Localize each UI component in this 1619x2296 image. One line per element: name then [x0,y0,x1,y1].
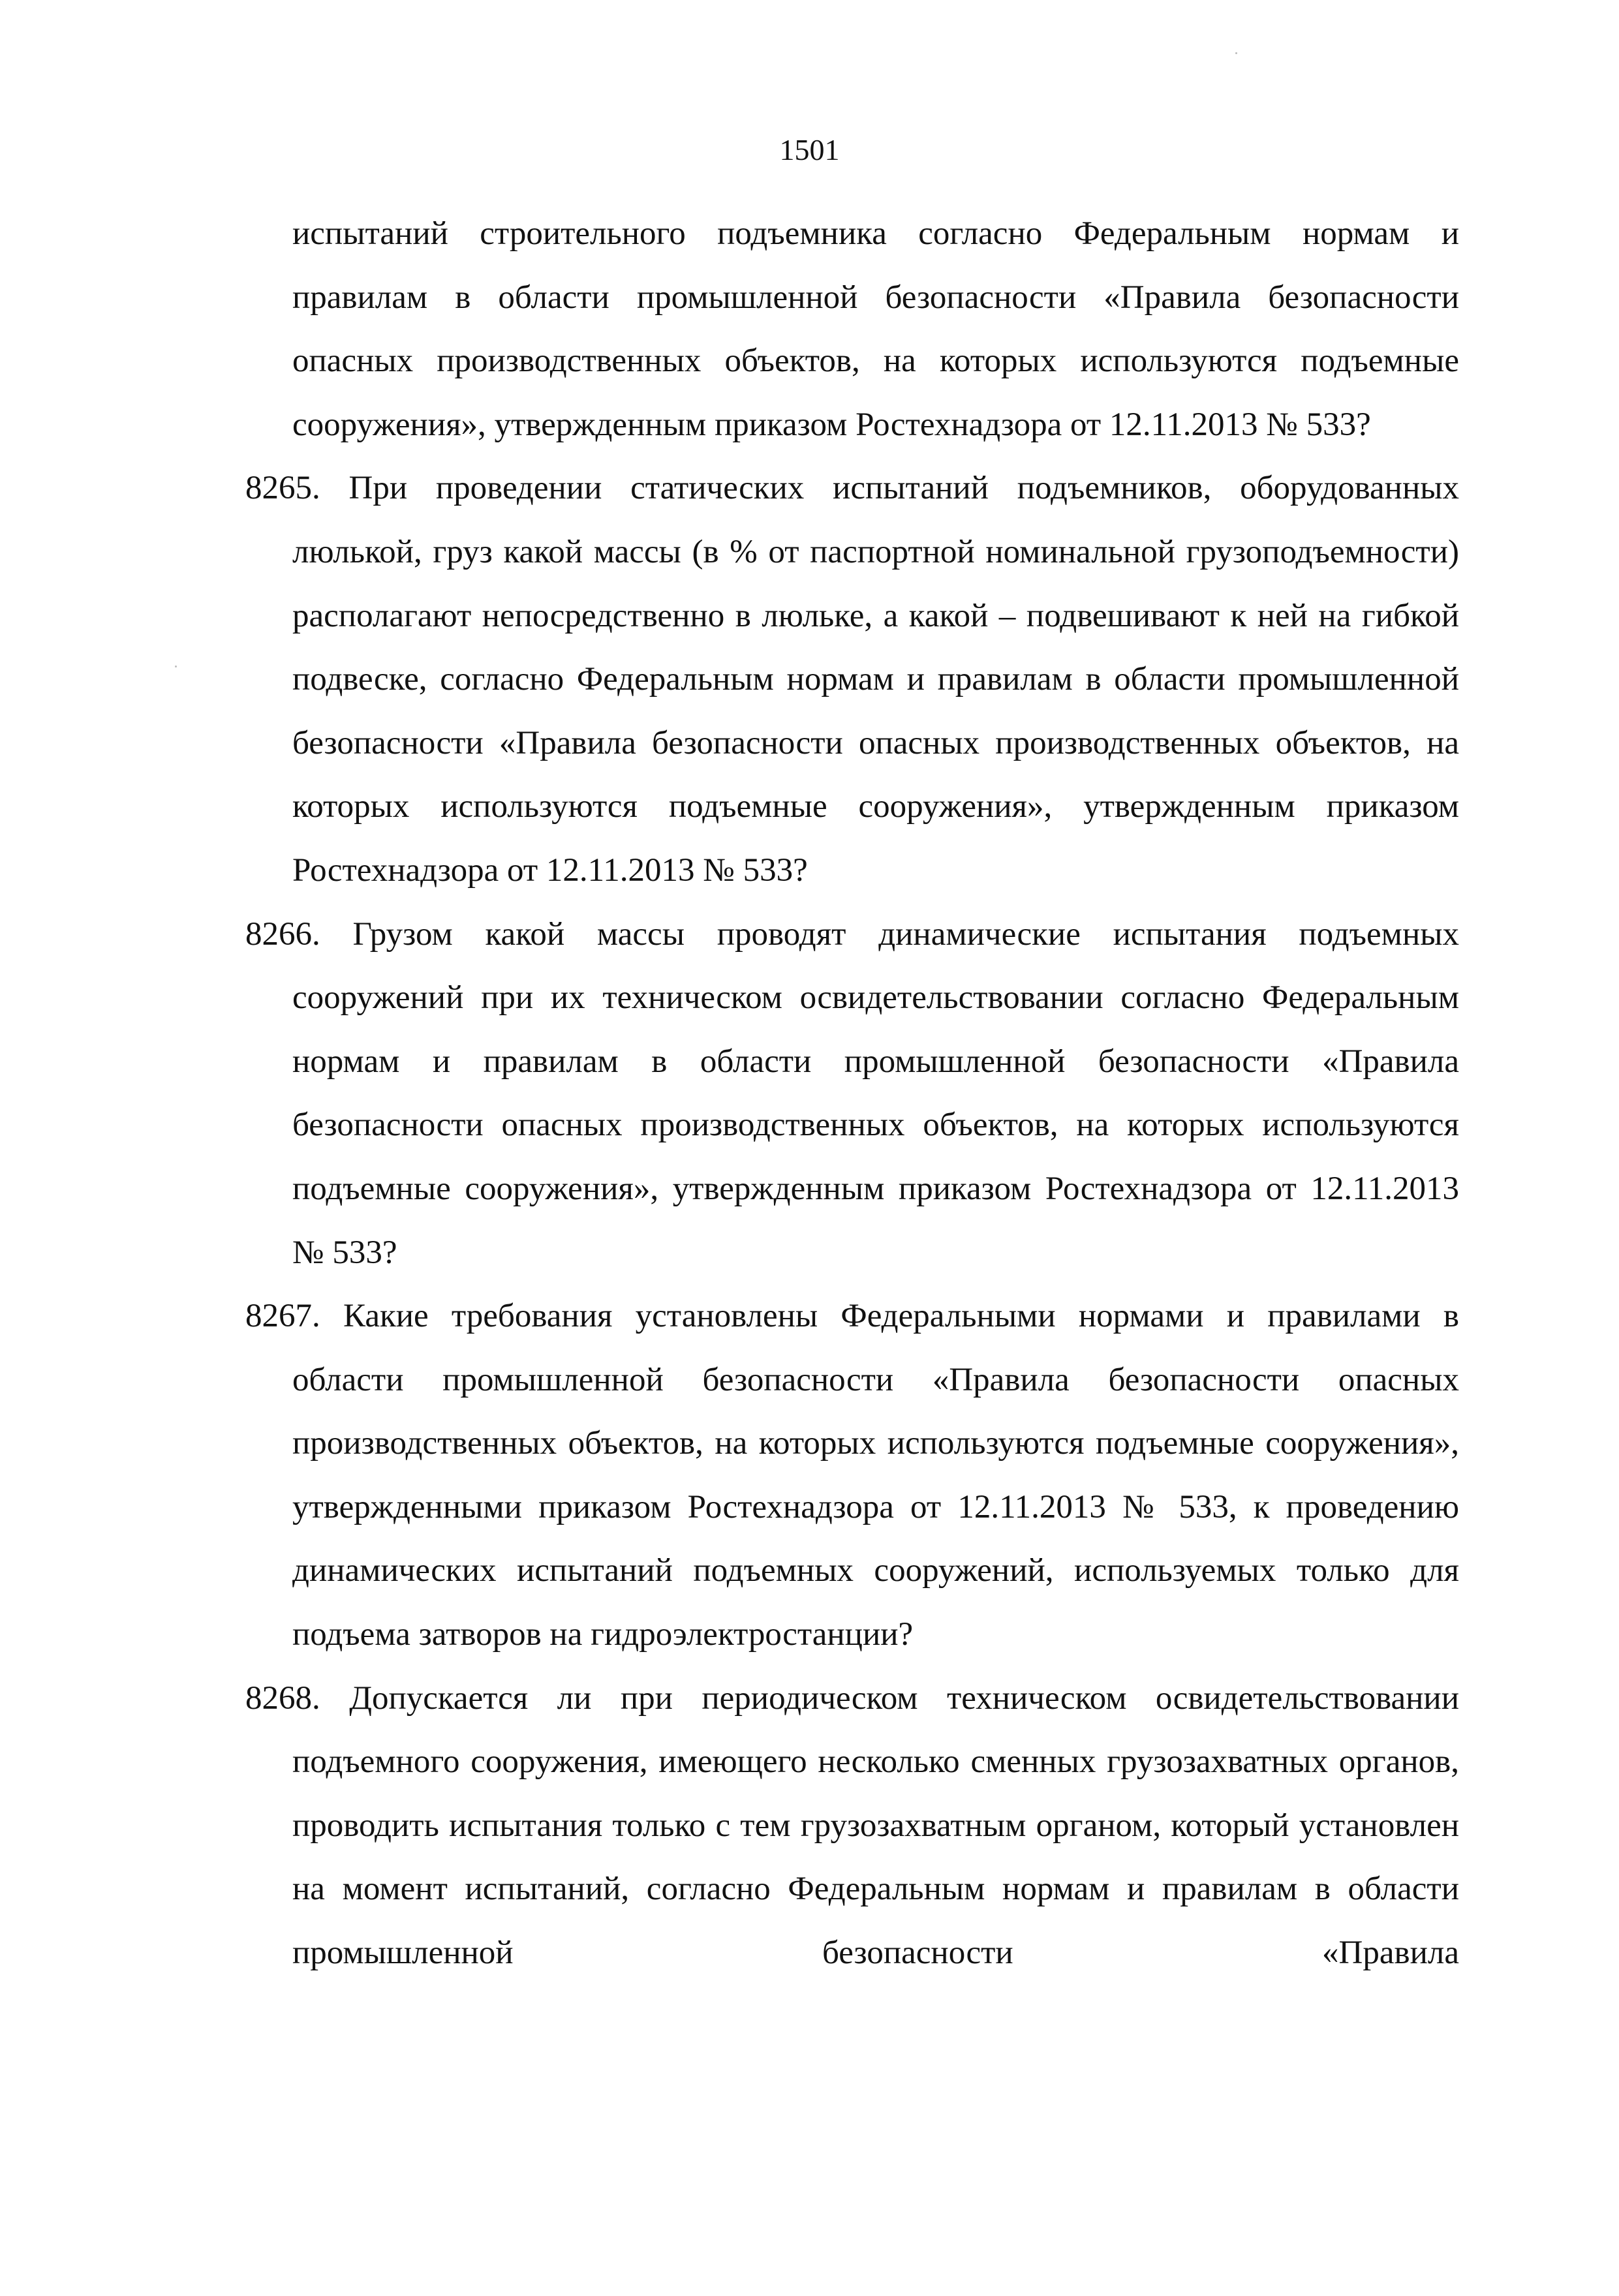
question-text: При проведении статических испытаний подъемников, оборудованных люлькой, груз какой массы (в % от паспортной номинальной грузоподъемности) располагают непосредственно в люльке, а какой – подвешивают к ней на гибкой подвеске, согласно Федеральным нормам и правилам в области промышленной безопасности «Правила безопасности опасных производственных объектов, на которых используются подъемные сооружения», утвержденным приказом Ростехнадзора от 12.11.2013 № 533? [292,470,1460,889]
continued-question-text: испытаний строительного подъемника согласно Федеральным нормам и правилам в области промышленной безопасности «Правила безопасности опасных производственных объектов, на которых используются подъемные сооружения», утвержденным приказом Ростехнадзора от 12.11.2013 № 533? [292,215,1459,443]
question-number: 8268. [245,1679,320,1717]
question-text: Грузом какой массы проводят динамические испытания подъемных сооружений при их техническом освидетельствовании согласно Федеральным нормам и правилам в области промышленной безопасности «Правила безопасности опасных производственных объектов, на которых используются подъемные сооружения», утвержденным приказом Ростехнадзора от 12.11.2013 № 533? [292,915,1460,1271]
document-body [245,202,1459,1985]
question-8266 [245,903,1459,1285]
scan-speck [1235,52,1237,54]
question-number: 8266. [245,915,320,953]
page-number: 1501 [779,133,840,166]
question-number: 8267. [245,1298,320,1335]
question-8268 [245,1667,1459,1985]
question-text: Какие требования установлены Федеральными нормами и правилами в области промышленной безопасности «Правила безопасности опасных производственных объектов, на которых используются подъемные сооружения», утвержденными приказом Ростехнадзора от 12.11.2013 № 533, к проведению динамических испытаний подъемных сооружений, используемых только для подъема затворов на гидроэлектростанции? [292,1298,1459,1653]
question-8265 [245,457,1459,902]
question-text: Допускается ли при периодическом техническом освидетельствовании подъемного сооружения, имеющего несколько сменных грузозахватных органов, проводить испытания только с тем грузозахватным органом, который установлен на момент испытаний, согласно Федеральным нормам и правилам в области промышленной безопасности «Правила [292,1679,1460,1972]
question-8267 [245,1285,1459,1667]
question-number: 8265. [245,470,320,507]
scan-speck [175,666,177,667]
